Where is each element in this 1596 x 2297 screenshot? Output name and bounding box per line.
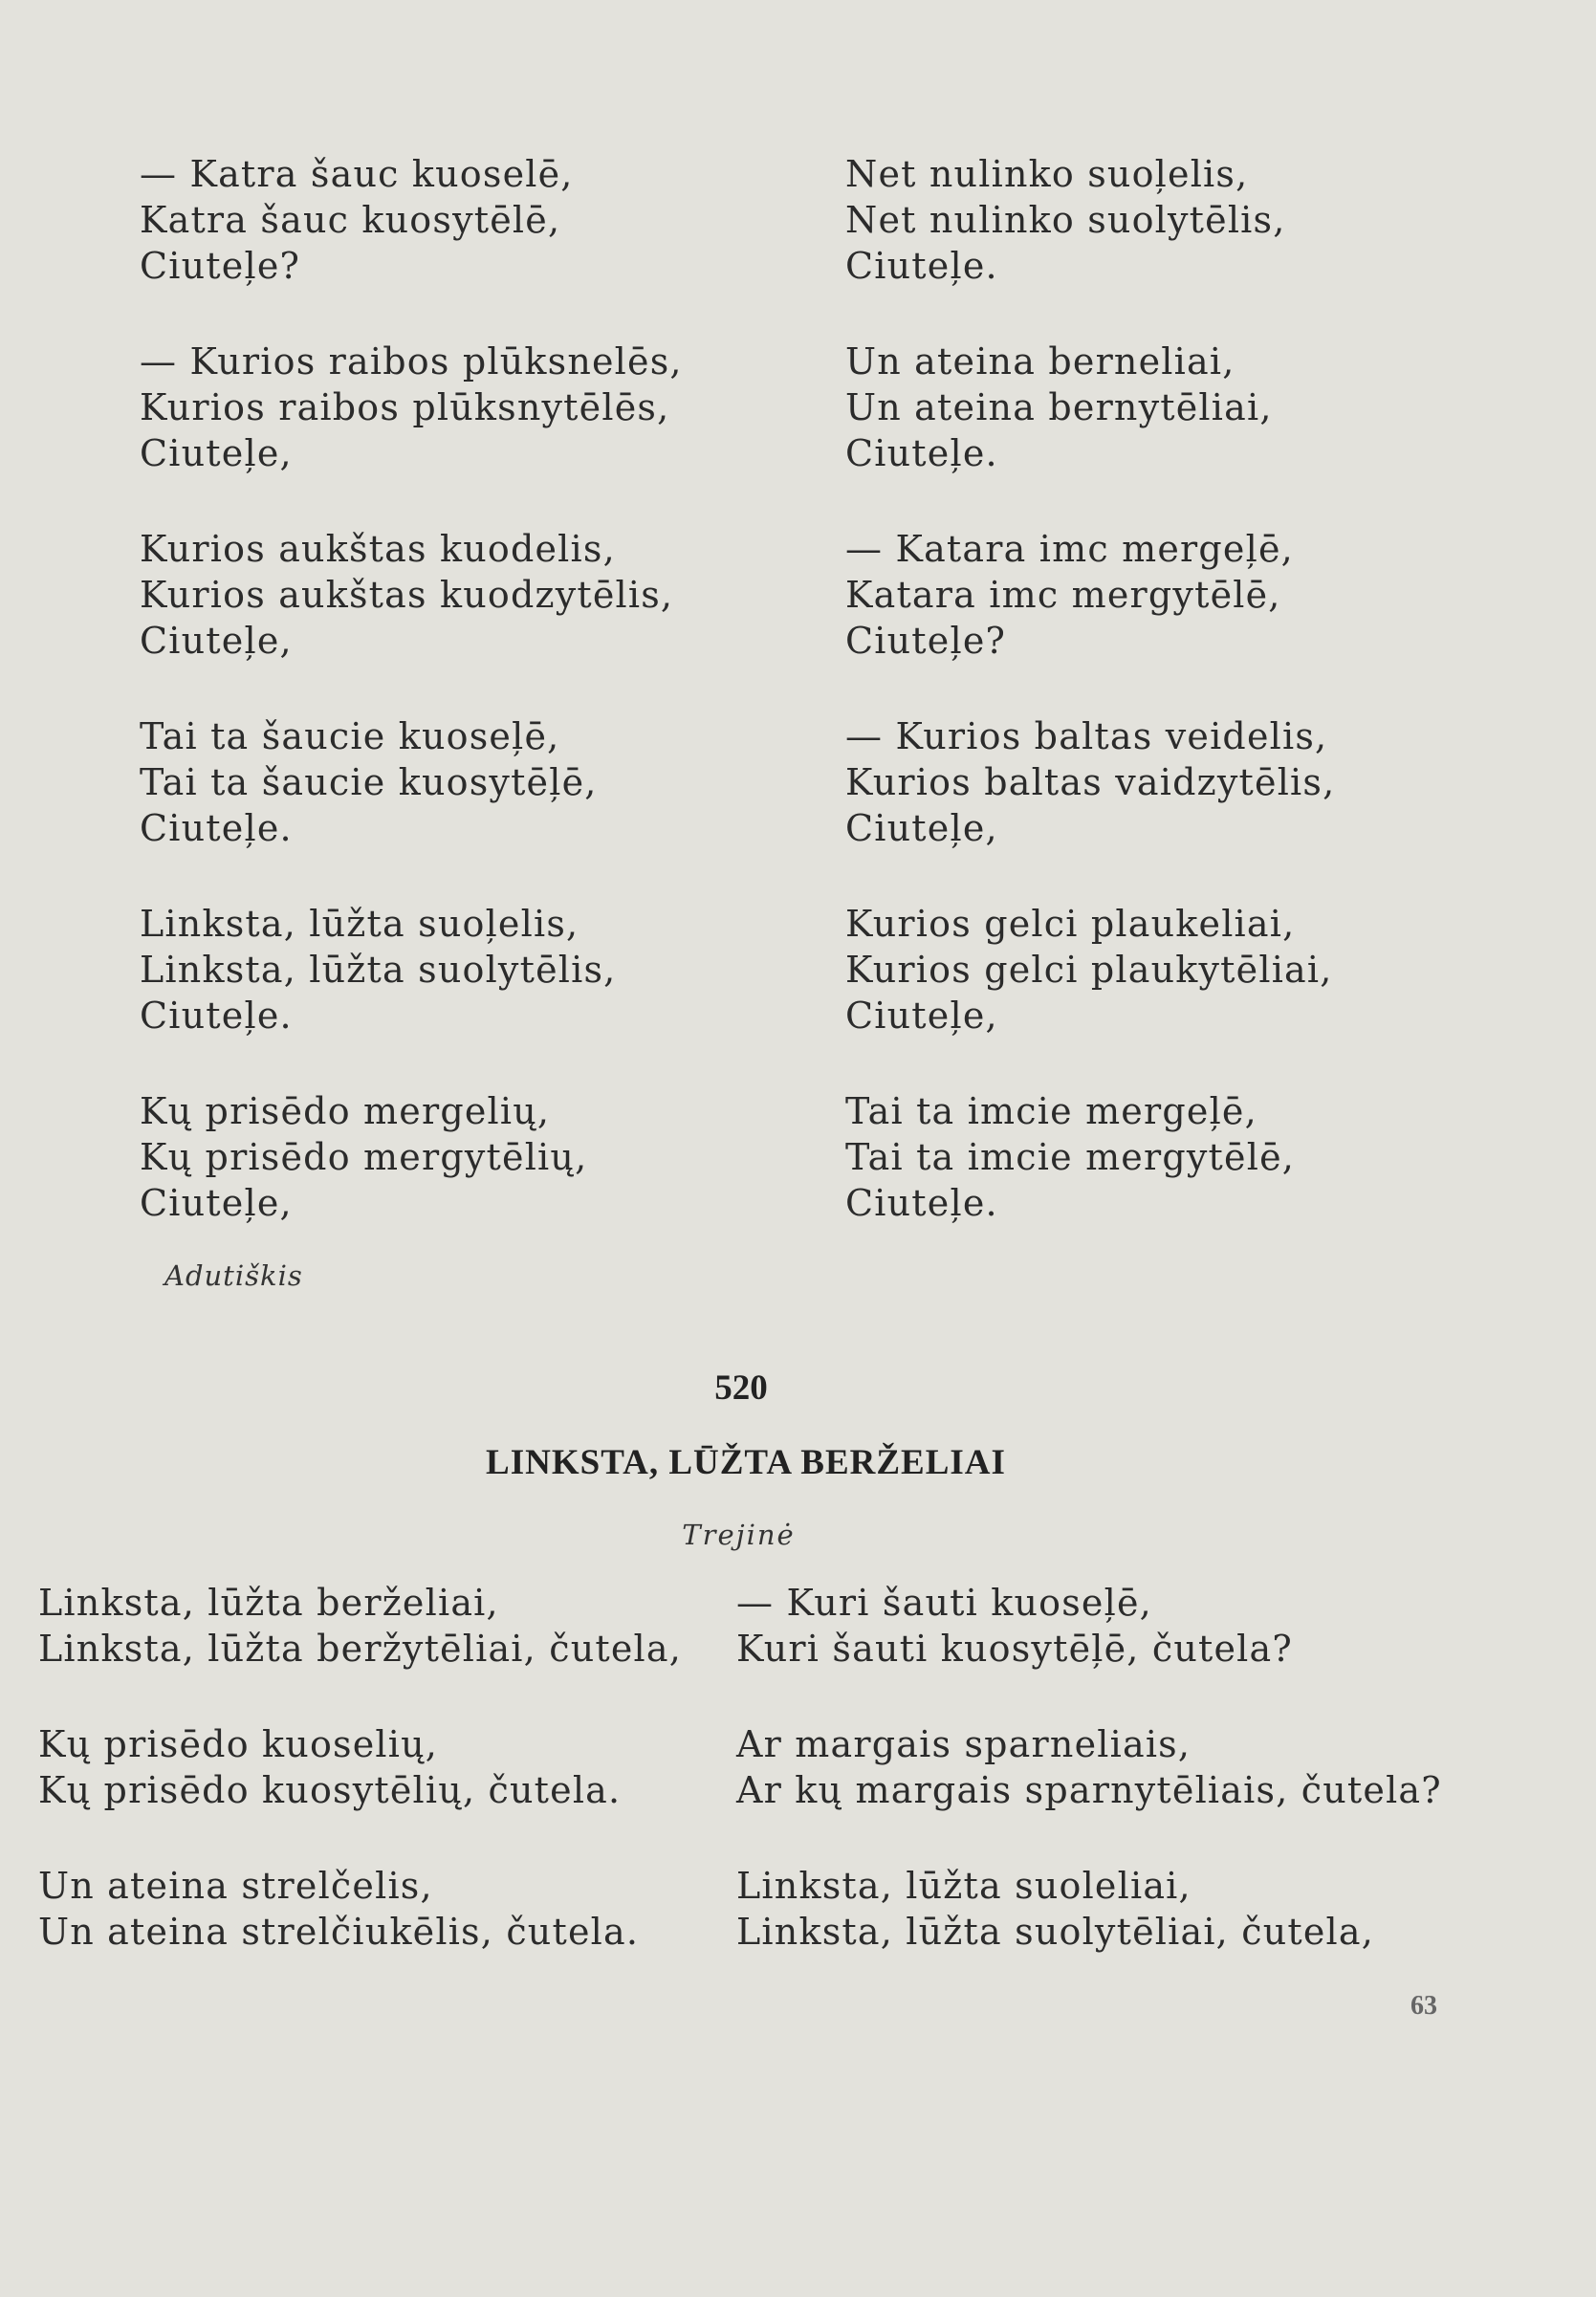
verse-line: Ciuteļe.: [845, 245, 998, 287]
stanza: [845, 151, 1335, 289]
verse-line: Ciuteļe,: [140, 1182, 293, 1224]
stanza: [736, 1863, 1442, 1955]
stanza: [38, 1580, 682, 1672]
upper-left-column: [140, 151, 683, 1226]
place-name: Adutiškis: [164, 1259, 303, 1292]
verse-line: Kurios gelci plaukeliai,: [845, 903, 1296, 945]
page-number: 63: [1410, 1991, 1437, 2021]
stanza: [140, 339, 683, 476]
verse-line: Ciuteļe,: [845, 995, 998, 1037]
stanza: [140, 901, 683, 1039]
verse-line: Ar kų margais sparnytēliais, čutela?: [736, 1769, 1442, 1811]
song-number: 520: [714, 1368, 768, 1408]
verse-line: Tai ta šaucie kuoseļē,: [140, 715, 560, 757]
verse-line: Linksta, lūžta suolytēlis,: [140, 949, 617, 991]
stanza: [845, 339, 1335, 476]
stanza: [845, 1088, 1335, 1226]
verse-line: Kurios raibos plūksnytēlēs,: [140, 386, 670, 428]
verse-line: Kų prisēdo kuoselių,: [38, 1723, 439, 1765]
song-subtitle: Trejinė: [682, 1519, 796, 1551]
stanza: [38, 1721, 682, 1813]
verse-line: Un ateina strelčiukēlis, čutela.: [38, 1911, 640, 1953]
verse-line: — Kurios baltas veidelis,: [845, 715, 1328, 757]
verse-line: Kurios aukštas kuodelis,: [140, 528, 616, 570]
verse-line: Kurios aukštas kuodzytēlis,: [140, 574, 674, 616]
verse-line: Ciuteļe,: [140, 620, 293, 662]
stanza: [140, 151, 683, 289]
verse-line: Kuri šauti kuosytēļē, čutela?: [736, 1628, 1293, 1670]
verse-line: Ciuteļe,: [140, 432, 293, 474]
song-title: LINKSTA, LŪŽTA BERŽELIAI: [486, 1443, 1006, 1482]
stanza: [845, 526, 1335, 664]
stanza: [736, 1721, 1442, 1813]
verse-line: Ciuteļe,: [845, 807, 998, 849]
verse-line: Kurios gelci plaukytēliai,: [845, 949, 1333, 991]
verse-line: Tai ta imcie mergeļē,: [845, 1090, 1257, 1132]
stanza: [140, 713, 683, 851]
verse-line: — Katra šauc kuoselē,: [140, 153, 574, 195]
verse-line: Un ateina bernytēliai,: [845, 386, 1273, 428]
verse-line: Un ateina strelčelis,: [38, 1865, 433, 1907]
verse-line: Net nulinko suolytēlis,: [845, 199, 1286, 241]
verse-line: Kų prisēdo mergelių,: [140, 1090, 551, 1132]
verse-line: Linksta, lūžta suolytēliai, čutela,: [736, 1911, 1375, 1953]
verse-line: Linksta, lūžta suoleliai,: [736, 1865, 1192, 1907]
verse-line: — Katara imc mergeļē,: [845, 528, 1294, 570]
verse-line: Katra šauc kuosytēlē,: [140, 199, 561, 241]
verse-line: Linksta, lūžta berželiai,: [38, 1582, 499, 1624]
verse-line: Ciuteļe.: [140, 995, 293, 1037]
verse-line: Net nulinko suoļelis,: [845, 153, 1249, 195]
verse-line: Ciuteļe?: [140, 245, 301, 287]
verse-line: Kų prisēdo mergytēlių,: [140, 1136, 588, 1178]
upper-right-column: [845, 151, 1335, 1226]
stanza: [845, 713, 1335, 851]
verse-line: Un ateina berneliai,: [845, 340, 1235, 383]
lower-left-column: [38, 1580, 682, 1955]
verse-line: Ciuteļe.: [845, 1182, 998, 1224]
verse-line: Kurios baltas vaidzytēlis,: [845, 761, 1336, 803]
verse-line: — Kuri šauti kuoseļē,: [736, 1582, 1152, 1624]
verse-line: Kų prisēdo kuosytēlių, čutela.: [38, 1769, 622, 1811]
verse-line: Linksta, lūžta beržytēliai, čutela,: [38, 1628, 683, 1670]
verse-line: Ciuteļe?: [845, 620, 1007, 662]
stanza: [736, 1580, 1442, 1672]
stanza: [140, 1088, 683, 1226]
verse-line: Tai ta šaucie kuosytēļē,: [140, 761, 598, 803]
stanza: [140, 526, 683, 664]
verse-line: Ar margais sparneliais,: [736, 1723, 1192, 1765]
stanza: [845, 901, 1335, 1039]
lower-right-column: [736, 1580, 1442, 1955]
verse-line: Linksta, lūžta suoļelis,: [140, 903, 579, 945]
verse-line: Katara imc mergytēlē,: [845, 574, 1281, 616]
verse-line: Ciuteļe.: [140, 807, 293, 849]
verse-line: — Kurios raibos plūksnelēs,: [140, 340, 683, 383]
verse-line: Ciuteļe.: [845, 432, 998, 474]
verse-line: Tai ta imcie mergytēlē,: [845, 1136, 1296, 1178]
stanza: [38, 1863, 682, 1955]
